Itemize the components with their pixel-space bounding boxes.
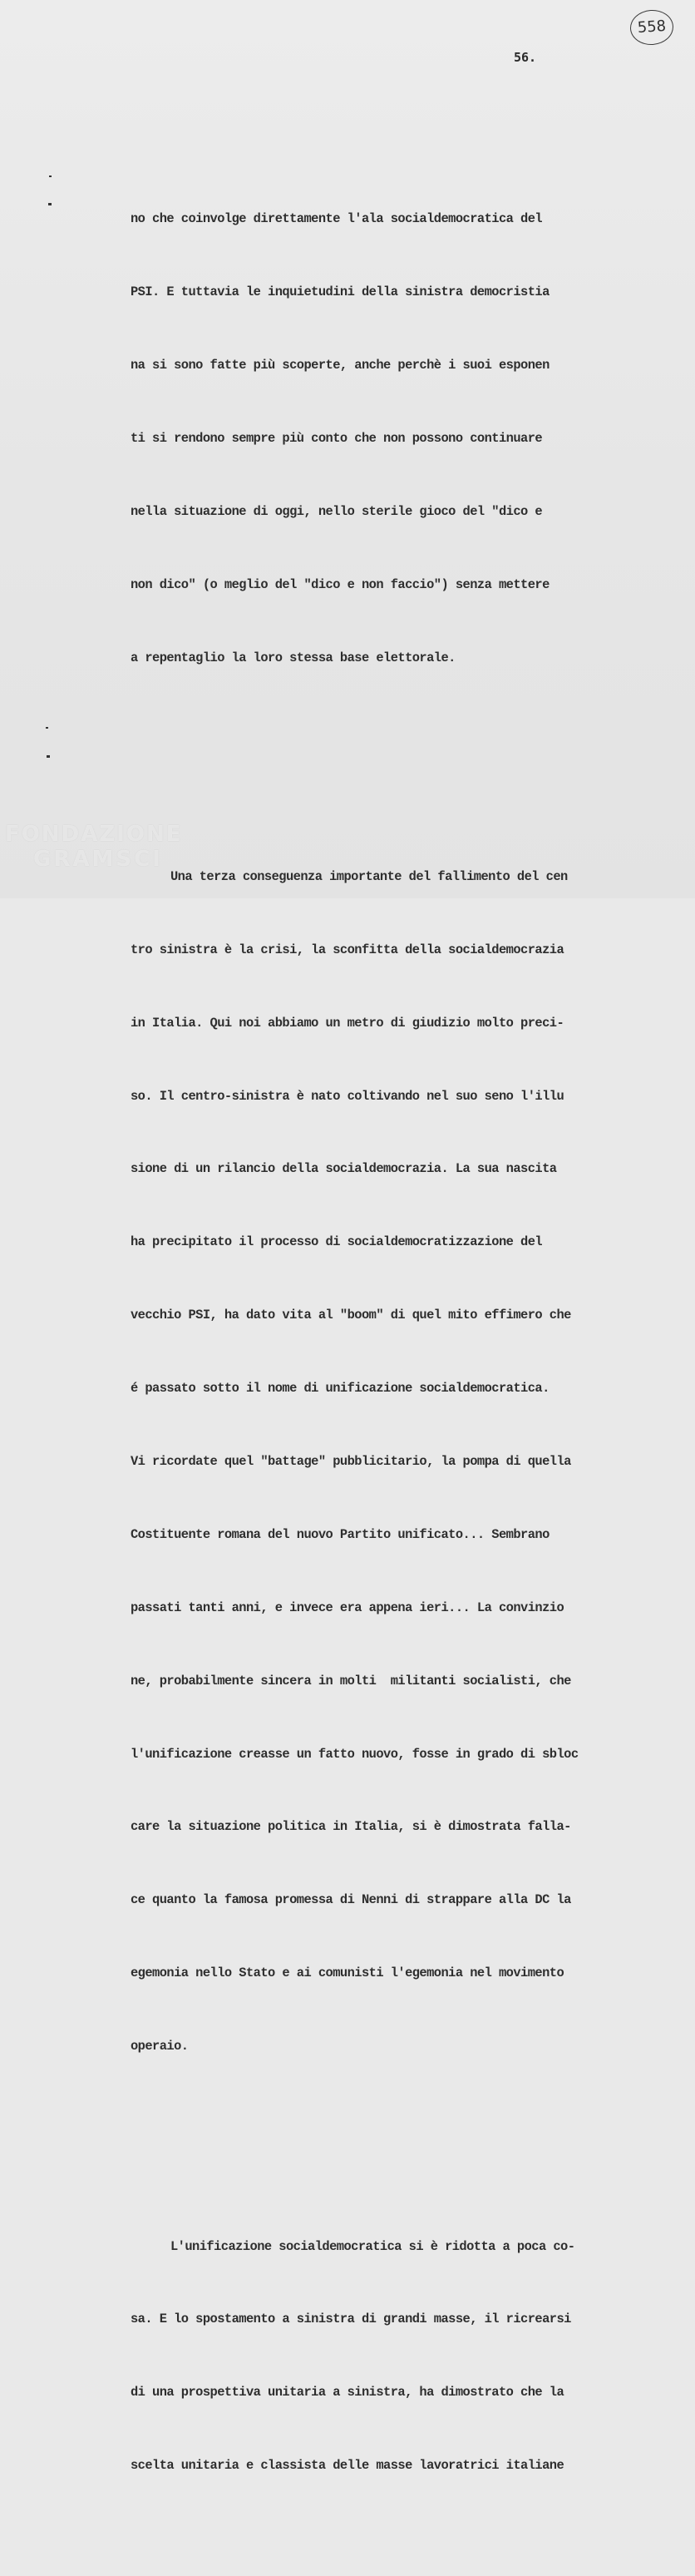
text-line: care la situazione politica in Italia, si è dimostrata falla- [131,1819,571,1835]
text-line-content: L'unificazione socialdemocratica si è ridotta a poca co- [170,2238,575,2254]
watermark-line-1: FONDAZIONE [5,822,183,847]
text-line: é passato sotto il nome di unificazione socialdemocratica. [131,1381,550,1397]
text-line: ti si rendono sempre più conto che non possono continuare [131,430,543,446]
paragraph-3 [131,2186,629,2527]
text-line: ha precipitato il processo di socialdemocratizzazione del [131,1234,543,1250]
watermark-line-2: GRAMSCI [33,847,163,872]
text-line: sione di un rilancio della socialdemocrazia. La sua nascita [131,1161,557,1177]
text-line: a repentaglio la loro stessa base elettorale. [131,650,456,665]
text-line: sa. E lo spostamento a sinistra di grandi masse, il ricrearsi [131,2311,571,2327]
text-line: non dico" (o meglio del "dico e non faccio") senza mettere [131,576,550,592]
text-line: no che coinvolge direttamente l'ala socialdemocratica del [131,211,543,227]
margin-mark [49,176,52,177]
text-line-content: Una terza conseguenza importante del fallimento del cen [170,868,568,884]
text-line: di una prospettiva unitaria a sinistra, ha dimostrato che la [131,2385,564,2400]
text-line: in Italia. Qui noi abbiamo un metro di giudizio molto preci- [131,1015,564,1031]
text-line: na si sono fatte più scoperte, anche perchè i suoi esponen [131,357,550,373]
text-line [131,2235,629,2259]
text-line: so. Il centro-sinistra è nato coltivando nel suo seno l'illu [131,1088,564,1104]
archive-stamp: 558 [629,8,675,47]
text-line: nella situazione di oggi, nello sterile gioco del "dico e [131,503,543,519]
text-line: Vi ricordate quel "battage" pubblicitario, la pompa di quella [131,1454,571,1470]
text-line: ce quanto la famosa promessa di Nenni di strappare alla DC la [131,1892,571,1908]
text-line [131,865,629,889]
text-line: tro sinistra è la crisi, la sconfitta della socialdemocrazia [131,942,564,957]
watermark-logo [5,823,182,870]
text-line: vecchio PSI, ha dato vita al "boom" di quel mito effimero che [131,1308,571,1323]
margin-mark [47,755,50,758]
text-line: egemonia nello Stato e ai comunisti l'egemonia nel movimento [131,1965,564,1981]
text-line: scelta unitaria e classista delle masse lavoratrici italiane [131,2458,564,2474]
text-line: operaio. [131,2039,189,2054]
text-line: ne, probabilmente sincera in molti militanti socialisti, che [131,1673,571,1688]
text-line: Costituente romana del nuovo Partito unificato... Sembrano [131,1526,550,1542]
text-line: passati tanti anni, e invece era appena ieri... La convinzio [131,1599,564,1615]
paragraph-2 [131,816,629,2108]
paragraph-1 [131,159,629,719]
page-number: 56. [514,50,537,65]
margin-mark [46,727,48,729]
typewritten-text [131,110,629,2576]
margin-mark [48,203,52,205]
text-line: l'unificazione creasse un fatto nuovo, fosse in grado di sbloc [131,1746,579,1762]
text-line: PSI. E tuttavia le inquietudini della sinistra democristia [131,284,550,300]
